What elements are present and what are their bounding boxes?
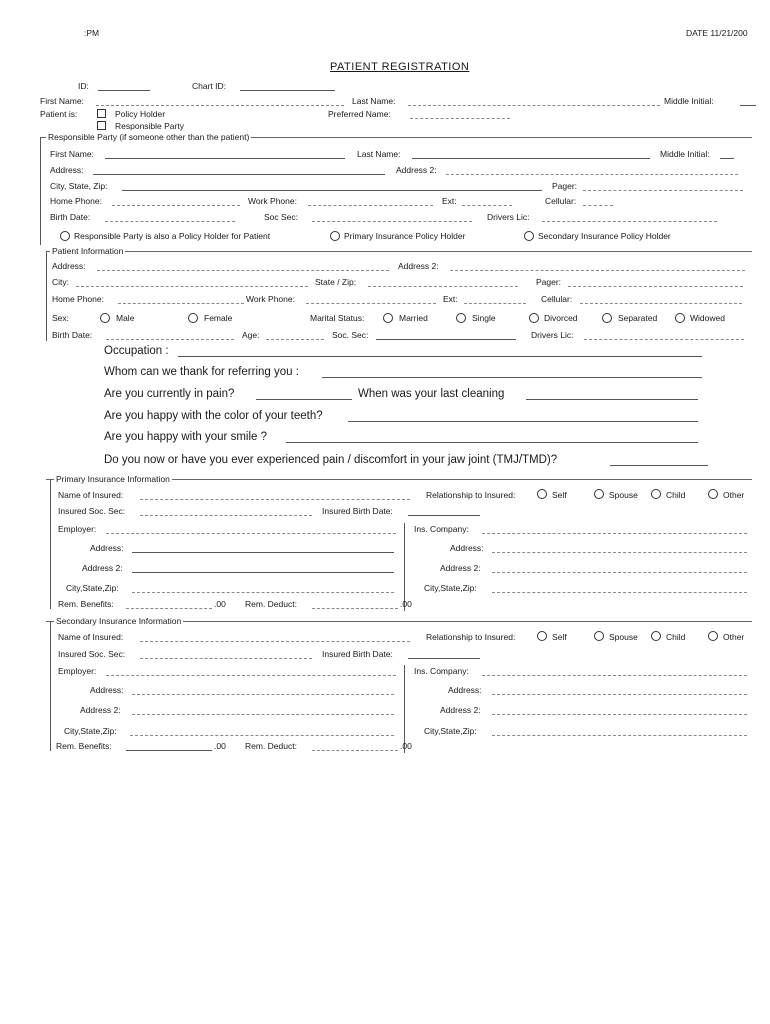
- page-title: PATIENT REGISTRATION: [330, 61, 470, 73]
- pat-cellular-field[interactable]: [580, 303, 742, 304]
- pri-address2-label: Address 2:: [82, 563, 123, 573]
- resp-pager-label: Pager:: [552, 181, 578, 191]
- resp-last-name-label: Last Name:: [357, 149, 401, 159]
- separated-label: Separated: [618, 313, 658, 323]
- tmj-field[interactable]: [610, 465, 708, 466]
- pri-employer-label: Employer:: [58, 524, 97, 534]
- pat-state-zip-label: State / Zip:: [315, 277, 357, 287]
- referral-field[interactable]: [322, 377, 702, 378]
- header-date: DATE 11/21/200: [686, 28, 748, 38]
- pri-ins-address2-label: Address 2:: [440, 563, 481, 573]
- chart-id-label: Chart ID:: [192, 81, 227, 91]
- sec-employer-label: Employer:: [58, 666, 97, 676]
- sec-city-field[interactable]: [130, 735, 394, 736]
- married-radio[interactable]: [383, 313, 393, 323]
- sec-rem-deduct-field[interactable]: [312, 750, 398, 751]
- last-name-field[interactable]: [408, 105, 660, 106]
- sec-name-insured-label: Name of Insured:: [58, 632, 124, 642]
- pri-rem-deduct-field[interactable]: [312, 608, 398, 609]
- id-label: ID:: [78, 81, 89, 91]
- sec-insured-birth-date-label: Insured Birth Date:: [322, 649, 393, 659]
- widowed-label: Widowed: [690, 313, 725, 323]
- sec-spouse-radio[interactable]: [594, 631, 604, 641]
- separated-radio[interactable]: [602, 313, 612, 323]
- secondary-ins-section-label: Secondary Insurance Information: [56, 616, 182, 626]
- sec-insured-birth-date-field[interactable]: [408, 658, 480, 659]
- pri-ins-address2-field[interactable]: [492, 572, 747, 573]
- sec-spouse-label: Spouse: [609, 632, 638, 642]
- sec-insured-soc-sec-label: Insured Soc. Sec:: [58, 649, 126, 659]
- pain-question: Are you currently in pain?: [104, 388, 235, 400]
- patient-section-line: [46, 251, 752, 252]
- pri-column-divider: [404, 523, 405, 611]
- middle-initial-field[interactable]: [740, 105, 756, 106]
- pat-address-label: Address:: [52, 261, 86, 271]
- resp-soc-sec-field[interactable]: [312, 221, 472, 222]
- pat-age-field[interactable]: [266, 339, 324, 340]
- resp-home-phone-label: Home Phone:: [50, 196, 102, 206]
- secondary-ins-border: [50, 621, 51, 751]
- teeth-color-field[interactable]: [348, 421, 698, 422]
- sec-rem-benefits-amount: .00: [214, 741, 226, 751]
- resp-first-name-field[interactable]: [105, 158, 345, 159]
- pat-sex-label: Sex:: [52, 313, 70, 323]
- pain-field[interactable]: [256, 399, 352, 400]
- single-label: Single: [472, 313, 496, 323]
- resp-cellular-field[interactable]: [583, 205, 613, 206]
- pri-relationship-label: Relationship to Insured:: [426, 490, 516, 500]
- female-label: Female: [204, 313, 233, 323]
- resp-drivers-lic-field[interactable]: [542, 221, 717, 222]
- pri-rem-benefits-label: Rem. Benefits:: [58, 599, 114, 609]
- widowed-radio[interactable]: [675, 313, 685, 323]
- resp-middle-initial-label: Middle Initial:: [660, 149, 710, 159]
- sec-ins-city-label: City,State,Zip:: [424, 726, 477, 736]
- resp-work-phone-label: Work Phone:: [248, 196, 297, 206]
- resp-policy-holder-option: Responsible Party is also a Policy Holder for Patient: [74, 231, 271, 241]
- resp-city-label: City, State, Zip:: [50, 181, 108, 191]
- pat-pager-label: Pager:: [536, 277, 562, 287]
- occupation-field[interactable]: [178, 356, 702, 357]
- sec-self-label: Self: [552, 632, 567, 642]
- pri-ins-city-label: City,State,Zip:: [424, 583, 477, 593]
- pat-age-label: Age:: [242, 330, 260, 340]
- last-cleaning-question: When was your last cleaning: [358, 388, 505, 400]
- id-field[interactable]: [98, 90, 150, 91]
- pri-name-insured-field[interactable]: [140, 499, 410, 500]
- referral-label: Whom can we thank for referring you :: [104, 366, 299, 378]
- pri-rem-benefits-amount: .00: [214, 599, 226, 609]
- sec-address2-field[interactable]: [132, 714, 394, 715]
- pri-name-insured-label: Name of Insured:: [58, 490, 124, 500]
- pri-child-radio[interactable]: [651, 489, 661, 499]
- resp-ext-label: Ext:: [442, 196, 457, 206]
- pat-address-field[interactable]: [97, 270, 389, 271]
- pri-ins-company-field[interactable]: [482, 533, 747, 534]
- middle-initial-label: Middle Initial:: [664, 96, 714, 106]
- sec-ins-address2-label: Address 2:: [440, 705, 481, 715]
- marital-status-label: Marital Status:: [310, 313, 365, 323]
- smile-question: Are you happy with your smile ?: [104, 431, 267, 443]
- sec-child-radio[interactable]: [651, 631, 661, 641]
- resp-ext-field[interactable]: [462, 205, 512, 206]
- sec-rem-benefits-field[interactable]: [126, 750, 212, 751]
- responsible-party-checkbox[interactable]: [97, 121, 106, 130]
- pri-insured-birth-date-label: Insured Birth Date:: [322, 506, 393, 516]
- pri-ins-city-field[interactable]: [492, 592, 747, 593]
- sec-city-label: City,State,Zip:: [64, 726, 117, 736]
- pat-address2-label: Address 2:: [398, 261, 439, 271]
- last-cleaning-field[interactable]: [526, 399, 698, 400]
- resp-city-field[interactable]: [122, 190, 542, 191]
- resp-primary-option: Primary Insurance Policy Holder: [344, 231, 466, 241]
- pri-insured-soc-sec-field[interactable]: [140, 515, 312, 516]
- pri-other-label: Other: [723, 490, 745, 500]
- sec-relationship-label: Relationship to Insured:: [426, 632, 516, 642]
- patient-section-border: [46, 251, 47, 341]
- female-radio[interactable]: [188, 313, 198, 323]
- sec-insured-soc-sec-field[interactable]: [140, 658, 312, 659]
- occupation-label: Occupation :: [104, 345, 169, 357]
- pri-child-label: Child: [666, 490, 686, 500]
- pri-city-field[interactable]: [132, 592, 394, 593]
- pat-state-zip-field[interactable]: [368, 286, 518, 287]
- pri-ins-company-label: Ins. Company:: [414, 524, 469, 534]
- pri-ins-address-label: Address:: [450, 543, 484, 553]
- resp-drivers-lic-label: Drivers Lic:: [487, 212, 530, 222]
- pat-work-phone-field[interactable]: [306, 303, 436, 304]
- smile-field[interactable]: [286, 442, 698, 443]
- resp-pager-field[interactable]: [583, 190, 743, 191]
- resp-work-phone-field[interactable]: [308, 205, 433, 206]
- pat-cellular-label: Cellular:: [541, 294, 573, 304]
- teeth-color-question: Are you happy with the color of your teeth?: [104, 410, 323, 422]
- policy-holder-label: Policy Holder: [115, 109, 166, 119]
- married-label: Married: [399, 313, 428, 323]
- resp-address-label: Address:: [50, 165, 84, 175]
- sec-other-label: Other: [723, 632, 745, 642]
- pri-self-label: Self: [552, 490, 567, 500]
- sec-address-label: Address:: [90, 685, 124, 695]
- chart-id-field[interactable]: [240, 90, 335, 91]
- pri-address-label: Address:: [90, 543, 124, 553]
- pri-self-radio[interactable]: [537, 489, 547, 499]
- pat-home-phone-label: Home Phone:: [52, 294, 104, 304]
- pat-pager-field[interactable]: [568, 286, 743, 287]
- sec-name-insured-field[interactable]: [140, 641, 410, 642]
- pri-spouse-label: Spouse: [609, 490, 638, 500]
- resp-secondary-option: Secondary Insurance Policy Holder: [538, 231, 671, 241]
- policy-holder-checkbox[interactable]: [97, 109, 106, 118]
- pri-rem-benefits-field[interactable]: [126, 608, 212, 609]
- male-radio[interactable]: [100, 313, 110, 323]
- pat-work-phone-label: Work Phone:: [246, 294, 295, 304]
- responsible-section-border: [40, 137, 41, 245]
- male-label: Male: [116, 313, 135, 323]
- resp-address2-field[interactable]: [446, 174, 738, 175]
- patient-is-label: Patient is:: [40, 109, 78, 119]
- pat-city-label: City:: [52, 277, 69, 287]
- first-name-label: First Name:: [40, 96, 84, 106]
- sec-ins-company-label: Ins. Company:: [414, 666, 469, 676]
- pat-birth-date-label: Birth Date:: [52, 330, 93, 340]
- pat-address2-field[interactable]: [450, 270, 745, 271]
- sec-ins-address-label: Address:: [448, 685, 482, 695]
- divorced-label: Divorced: [544, 313, 578, 323]
- resp-birth-date-label: Birth Date:: [50, 212, 91, 222]
- tmj-question: Do you now or have you ever experienced pain / discomfort in your jaw joint (TMJ/TMD)?: [104, 454, 558, 466]
- resp-cellular-label: Cellular:: [545, 196, 577, 206]
- pat-drivers-lic-field[interactable]: [584, 339, 744, 340]
- sec-child-label: Child: [666, 632, 686, 642]
- pat-city-field[interactable]: [76, 286, 308, 287]
- pri-address2-field[interactable]: [132, 572, 394, 573]
- pri-city-label: City,State,Zip:: [66, 583, 119, 593]
- responsible-party-label: Responsible Party: [115, 121, 184, 131]
- divorced-radio[interactable]: [529, 313, 539, 323]
- header-time: :PM: [84, 28, 100, 38]
- pat-drivers-lic-label: Drivers Lic:: [531, 330, 574, 340]
- resp-primary-radio[interactable]: [330, 231, 340, 241]
- pri-spouse-radio[interactable]: [594, 489, 604, 499]
- resp-last-name-field[interactable]: [412, 158, 650, 159]
- responsible-section-label: Responsible Party (if someone other than the patient): [48, 132, 250, 142]
- pat-home-phone-field[interactable]: [118, 303, 244, 304]
- sec-ins-company-field[interactable]: [482, 675, 747, 676]
- single-radio[interactable]: [456, 313, 466, 323]
- resp-middle-initial-field[interactable]: [720, 158, 734, 159]
- primary-ins-border: [50, 479, 51, 609]
- sec-rem-benefits-label: Rem. Benefits:: [56, 741, 112, 751]
- pri-insured-soc-sec-label: Insured Soc. Sec:: [58, 506, 126, 516]
- pri-rem-deduct-amount: .00: [400, 599, 412, 609]
- sec-ins-city-field[interactable]: [492, 735, 747, 736]
- pat-ext-field[interactable]: [464, 303, 526, 304]
- pri-address-field[interactable]: [132, 552, 394, 553]
- resp-soc-sec-label: Soc Sec:: [264, 212, 299, 222]
- resp-address-field[interactable]: [93, 174, 385, 175]
- pri-ins-address-field[interactable]: [492, 552, 747, 553]
- preferred-name-field[interactable]: [410, 118, 510, 119]
- sec-employer-field[interactable]: [106, 675, 396, 676]
- last-name-label: Last Name:: [352, 96, 396, 106]
- pri-other-radio[interactable]: [708, 489, 718, 499]
- resp-birth-date-field[interactable]: [105, 221, 235, 222]
- resp-policy-holder-radio[interactable]: [60, 231, 70, 241]
- preferred-name-label: Preferred Name:: [328, 109, 391, 119]
- sec-column-divider: [404, 665, 405, 753]
- sec-address-field[interactable]: [132, 694, 394, 695]
- pat-soc-sec-label: Soc. Sec:: [332, 330, 369, 340]
- pri-insured-birth-date-field[interactable]: [408, 515, 480, 516]
- resp-address2-label: Address 2:: [396, 165, 437, 175]
- sec-other-radio[interactable]: [708, 631, 718, 641]
- pat-birth-date-field[interactable]: [106, 339, 234, 340]
- pat-ext-label: Ext:: [443, 294, 458, 304]
- resp-first-name-label: First Name:: [50, 149, 94, 159]
- first-name-field[interactable]: [96, 105, 344, 106]
- pri-rem-deduct-label: Rem. Deduct:: [245, 599, 297, 609]
- pri-employer-field[interactable]: [106, 533, 396, 534]
- pat-soc-sec-field[interactable]: [376, 339, 516, 340]
- resp-secondary-radio[interactable]: [524, 231, 534, 241]
- primary-ins-section-label: Primary Insurance Information: [56, 474, 170, 484]
- sec-address2-label: Address 2:: [80, 705, 121, 715]
- resp-home-phone-field[interactable]: [112, 205, 240, 206]
- sec-ins-address-field[interactable]: [492, 694, 747, 695]
- patient-section-label: Patient Information: [52, 246, 124, 256]
- sec-self-radio[interactable]: [537, 631, 547, 641]
- sec-rem-deduct-amount: .00: [400, 741, 412, 751]
- sec-ins-address2-field[interactable]: [492, 714, 747, 715]
- sec-rem-deduct-label: Rem. Deduct:: [245, 741, 297, 751]
